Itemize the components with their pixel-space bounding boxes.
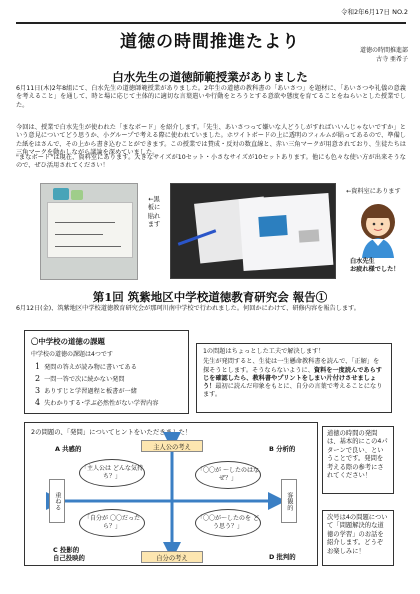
- resource-room-caption: ←資料室にあります: [346, 188, 401, 195]
- solution-text: 先生が発問すると、生徒は一生懸命教科書を読んで、「正解」を探そうとします。そうならないように、資料を一度読んであらすじを確認したら、教科書やプリントをしまい片付けさせましょう！最初に読んだ印象をもとに、自分の言葉で考えることになります。: [203, 358, 383, 399]
- issues-box: [24, 330, 189, 414]
- axis-top-label: 主人公の考え: [141, 440, 203, 452]
- section1-paragraph-1: 6月11日(木)2年8組にて、白水先生の道徳師範授業がありました。2年生の道徳の教科書の「あいさつ」を題材に、「あいさつや礼儀の意義を考えること」を通して、時と場に応じて主体的に適切な言葉遣いや行動をとろうとする意欲や態度を育てることをねらいとした授業でした。: [16, 85, 406, 109]
- question-bubble-a: 「主人公は どんな気持ち？」: [79, 459, 145, 487]
- magnet-blue: [53, 188, 69, 200]
- newsletter-title: 道徳の時間推進たより: [120, 32, 300, 52]
- board-caption: ←黒板に貼れます: [147, 196, 161, 229]
- quadrant-d-label: D 批判的: [269, 553, 296, 561]
- teacher-caption-name: 白水先生: [350, 258, 375, 265]
- section1-title: 白水先生の道徳師範授業がありました: [112, 70, 308, 84]
- section1-paragraph-2: 今回は、授業で白水先生が使われた「まなボード」を紹介します。「先生、あいさつって嫌いな人どうしがすればいいんじゃないですか」という意見についてどう思うか、小グループで考える際に使われていました。ホワイトボードの上に透明のフィルムが貼ってあるので、準備した紙をはさんで、その上から書き込むことができます。この授業では賛成・反対の数直線と、赤い三角マークが用意されており、生徒たちは三角マークを動かしながら議論を深めていました。: [16, 124, 406, 156]
- quadrant-a-label: A 共感的: [55, 445, 82, 453]
- section2-title: 第1回 筑紫地区中学校道徳教育研究会 報告①: [92, 290, 328, 304]
- solution-note-box: [196, 343, 392, 413]
- question-hints-box: [24, 422, 318, 566]
- issues-title: 〇中学校の道徳の課題: [31, 337, 105, 346]
- mini-whiteboard: [47, 202, 133, 258]
- manaboard-card: [258, 215, 287, 237]
- aside-note-next-issue: 次号は4の問題について「問題解決的な道徳の学習」のお話を紹介します。どうぞお楽しみに！: [322, 510, 394, 566]
- issues-list: [35, 361, 159, 409]
- issue-date: 令和2年6月17日 NO.2: [340, 8, 408, 16]
- hints-title: 2の問題の、「発問」についてヒントをいただきました！: [31, 428, 192, 436]
- manaboard-photo: [170, 183, 336, 279]
- teacher-illustration-icon: [350, 198, 406, 258]
- axis-bottom-label: 自分の考え: [141, 551, 203, 563]
- publisher-department: 道徳の時間推進部: [359, 47, 408, 54]
- issue-item: 3 ありすじと学習過程と板書が一緒: [35, 386, 137, 395]
- whiteboard-photo: [40, 183, 138, 280]
- magnet-green: [71, 190, 83, 200]
- publisher-info: [360, 46, 408, 64]
- question-bubble-c: 「自分が 〇〇だったら？」: [79, 509, 145, 537]
- quadrant-c-label: C 投影的 自己投映的: [53, 546, 85, 562]
- issue-item: 2 一問一答で次に続かない発問: [35, 374, 125, 383]
- section2-paragraph: 6月12日(金)、筑紫地区中学校道徳教育研究会が那珂川南中学校で行われました。何回かにわけて、研修内容を報告します。: [16, 305, 360, 312]
- issue-item: 1 発問の答えが読み物に書いてある: [35, 362, 137, 371]
- section1-paragraph-3: "まなボード"は現在、資料室にあります。大きなサイズが10セット・小さなサイズが10セットあります。他にも色々な使い方が出来そうなので、ぜひ活用されてください！: [16, 154, 406, 170]
- question-bubble-d: 「〇〇が～したのを どう思う？」: [195, 509, 261, 537]
- issues-subtitle: 中学校の道徳の課題は4つです: [31, 351, 113, 358]
- solution-heading: 1の問題はちょっとした工夫で解決します！: [203, 348, 325, 355]
- axis-right-label: 客観的: [281, 479, 297, 523]
- aside-note-patterns: 道徳の時間の発問は、基本的にこの4パターンで良い、ということです。発問を考える際の参考にされてください！: [322, 426, 394, 494]
- board-line: [55, 246, 121, 247]
- publisher-name: 古寺 亜希子: [376, 56, 408, 63]
- header-rule: [16, 22, 406, 24]
- quadrant-b-label: B 分析的: [269, 445, 296, 453]
- question-bubble-b: 「〇〇が ～したのはなぜ？」: [195, 461, 261, 489]
- teacher-caption-thanks: お疲れ様でした！: [350, 266, 400, 273]
- teacher-caption: [350, 258, 400, 274]
- axis-left-label: 重ねる: [49, 479, 65, 523]
- board-line: [55, 222, 115, 223]
- board-line: [55, 234, 103, 235]
- issue-item: 4 失わかりする･学ぶ必然性がない学習内容: [35, 398, 159, 407]
- eraser-icon: [299, 229, 320, 242]
